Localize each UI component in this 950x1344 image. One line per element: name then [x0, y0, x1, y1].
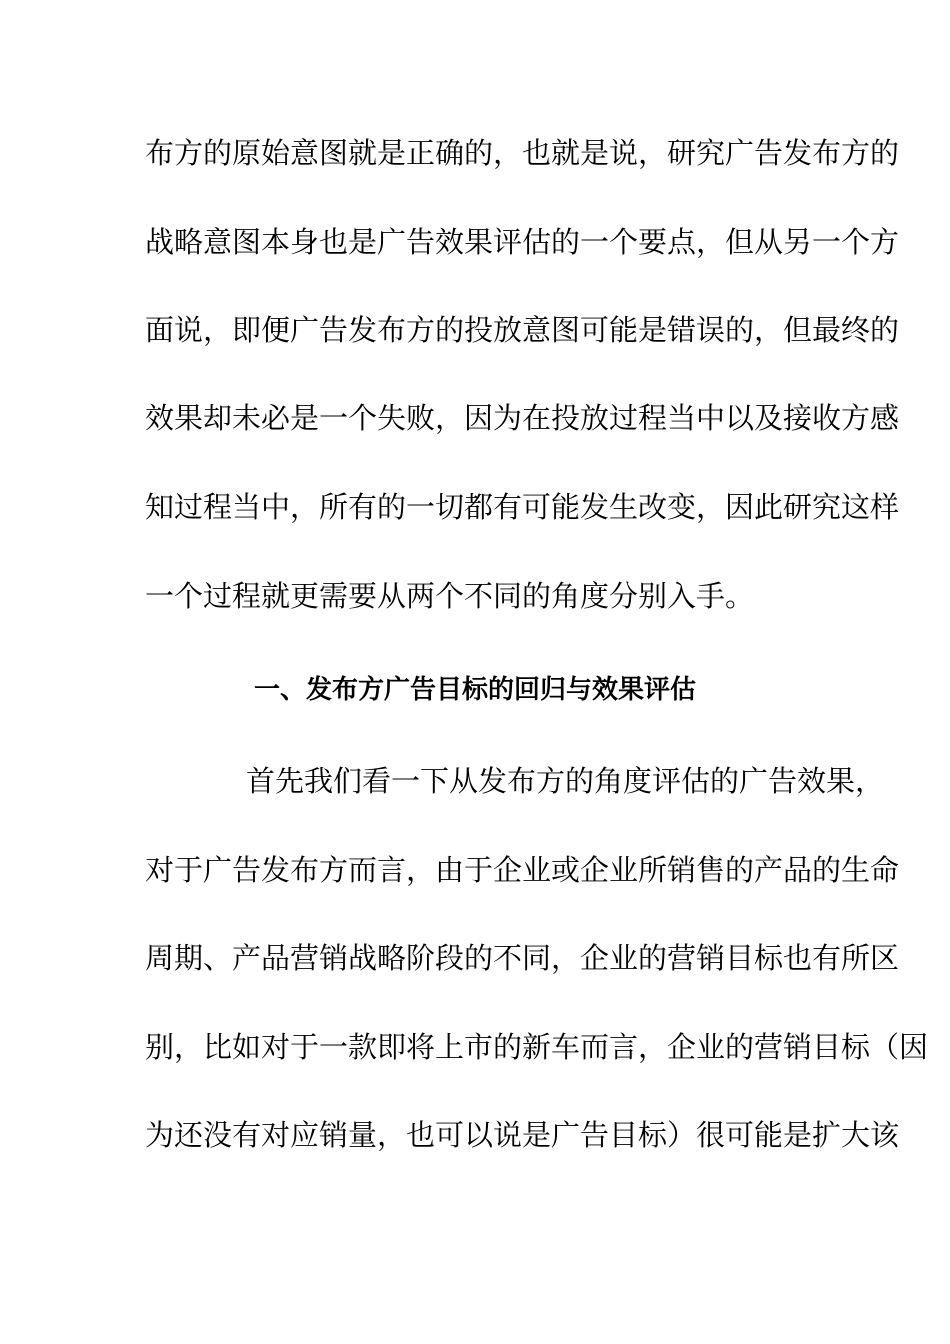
paragraph-line: 知过程当中，所有的一切都有可能发生改变，因此研究这样 — [145, 490, 900, 524]
section-heading: 一、发布方广告目标的回归与效果评估 — [253, 675, 696, 705]
paragraph-line: 对于广告发布方而言，由于企业或企业所销售的产品的生命 — [145, 853, 900, 887]
paragraph-line: 别，比如对于一款即将上市的新车而言，企业的营销目标（因 — [145, 1030, 929, 1064]
paragraph-line: 效果却未必是一个失败，因为在投放过程当中以及接收方感 — [145, 401, 900, 435]
paragraph-line: 战略意图本身也是广告效果评估的一个要点，但从另一个方 — [145, 225, 900, 259]
paragraph-line: 面说，即便广告发布方的投放意图可能是错误的，但最终的 — [145, 313, 900, 347]
paragraph-line: 首先我们看一下从发布方的角度评估的广告效果， — [246, 764, 885, 798]
paragraph-line: 为还没有对应销量，也可以说是广告目标）很可能是扩大该 — [145, 1118, 900, 1152]
paragraph-line: 周期、产品营销战略阶段的不同，企业的营销目标也有所区 — [145, 941, 900, 975]
paragraph-line: 布方的原始意图就是正确的，也就是说，研究广告发布方的 — [145, 136, 900, 170]
paragraph-line: 一个过程就更需要从两个不同的角度分别入手。 — [145, 579, 755, 613]
